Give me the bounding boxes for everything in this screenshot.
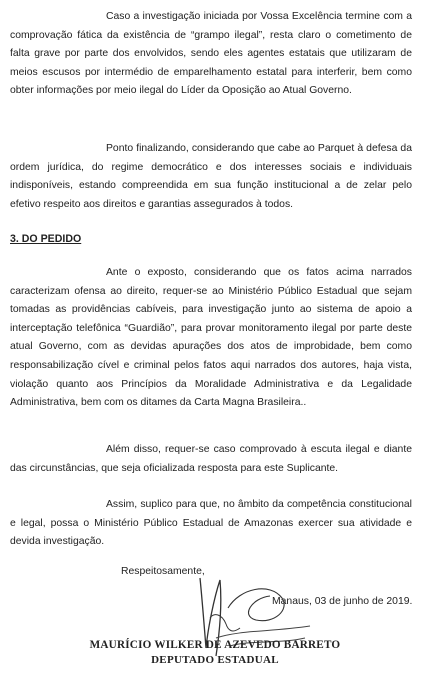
paragraph-plea-text: Assim, suplico para que, no âmbito da competência constitucional e legal, possa o Ministério Público Estadual de Amazonas exercer sua atividade e devida investigação.	[10, 499, 412, 548]
paragraph-request-text: Ante o exposto, considerando que os fatos acima narrados caracterizam ofensa ao direito, requer-se ao Ministério Público Estadual que sejam tomadas as providências cabíveis, para investigação junto ao sistema de apoio a interceptação telefônica “Guardião”, para provar monitoramento ilegal por parte deste atual Governo, com as devidas apurações dos atos de improbidade, bem como responsabilização cível e criminal pelos fatos aqui narrados dos autores, haja vista, violação quanto aos Princípios da Moralidade Administrativa e da Legalidade Administrativa, bem com os ditames da Carta Magna Brasileira..	[10, 267, 412, 409]
signatory-title: DEPUTADO ESTADUAL	[151, 654, 279, 666]
paragraph-conclusion	[10, 140, 412, 214]
paragraph-conclusion-text: que cabe ao Parquet à defesa da ordem jurídica, do regime democrático e dos interesses sociais e individuais indisponíveis, estando compreendida em sua função institucional a de zelar pelo efetivo respeito aos direitos e garantias assegurados à todos.	[10, 143, 412, 210]
paragraph-request	[10, 264, 412, 413]
signatory-name: MAURÍCIO WILKER DE AZEVEDO BARRETO	[89, 639, 341, 651]
paragraph-plea	[10, 496, 412, 552]
paragraph-additional-request	[10, 441, 412, 478]
paragraph-investigation-text: Caso a investigação iniciada por Vossa Excelência termine com a comprovação fática da existência de “grampo ilegal”, resta claro o cometimento de falta grave por parte dos envolvidos, sendo eles agentes estatais que utilizaram de meios escusos por intermédio de emparelhamento estatal para interferir, bem como obter informações por meio ilegal do Líder da Oposição ao Atual Governo.	[10, 11, 412, 97]
paragraph-additional-request-text: Além disso, requer-se caso comprovado à escuta ilegal e diante das circunstâncias, que seja oficializada resposta para este Suplicante.	[10, 444, 412, 474]
place-date: Manaus, 03 de junho de 2019.	[272, 596, 413, 607]
closing-salutation: Respeitosamente,	[121, 566, 205, 577]
section-heading: 3. DO PEDIDO	[10, 233, 82, 245]
paragraph-conclusion-lead: Ponto finalizando, considerando	[106, 143, 255, 154]
paragraph-investigation	[10, 8, 412, 101]
